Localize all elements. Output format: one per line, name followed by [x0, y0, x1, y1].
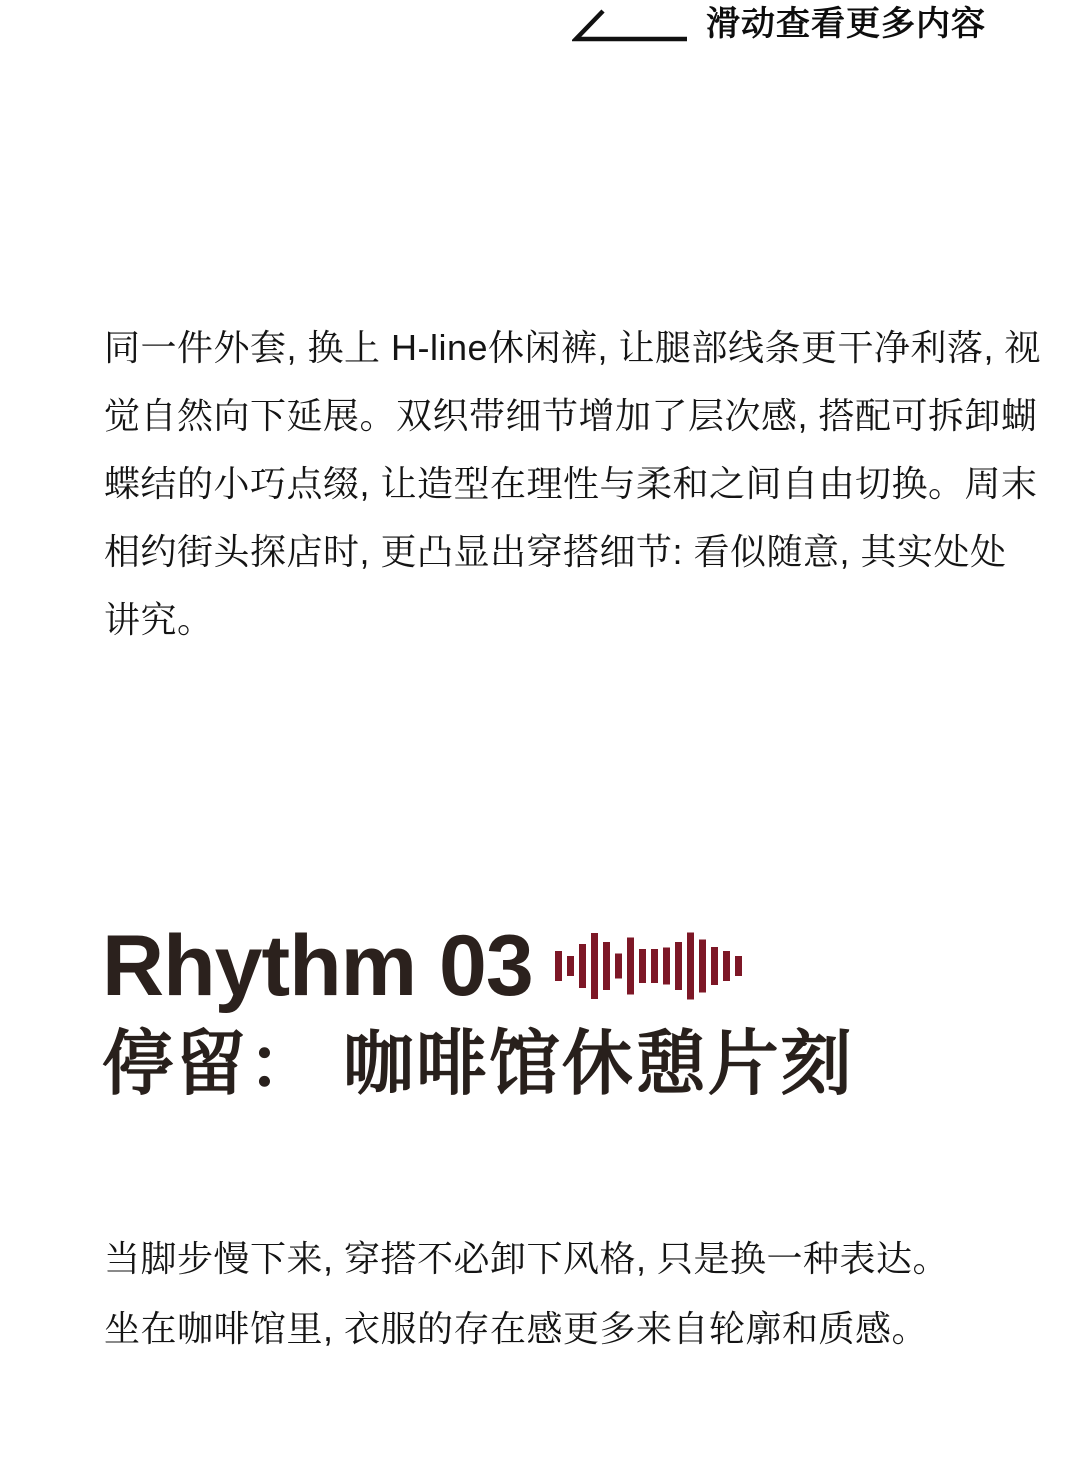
section-title-zh: 停留： 咖啡馆休憩片刻 [102, 1025, 854, 1104]
text-line: 当脚步慢下来, 穿搭不必卸下风格, 只是换一种表达。 [104, 1238, 950, 1279]
section-heading [102, 916, 854, 1110]
text-line: 同一件外套, 换上 H-line休闲裤, 让腿部线条更干净利落, 视 [104, 327, 1042, 368]
swipe-hint [572, 2, 986, 48]
angle-underline-icon [572, 6, 690, 48]
audio-waveform-icon [555, 930, 745, 1002]
text-line: 相约街头探店时, 更凸显出穿搭细节: 看似随意, 其实处处 [104, 531, 1007, 572]
swipe-hint-label: 滑动查看更多内容 [706, 5, 986, 43]
text-line: 坐在咖啡馆里, 衣服的存在感更多来自轮廓和质感。 [104, 1308, 929, 1349]
section-heading-row [102, 916, 854, 1016]
intro-paragraph [104, 314, 1042, 654]
text-line: 讲究。 [104, 599, 214, 640]
text-line: 觉自然向下延展。双织带细节增加了层次感, 搭配可拆卸蝴 [104, 395, 1038, 436]
text-line: 蝶结的小巧点缀, 让造型在理性与柔和之间自由切换。周末 [104, 463, 1038, 504]
closing-paragraph [104, 1224, 1034, 1364]
section-title-en: Rhythm 03 [102, 918, 533, 1014]
